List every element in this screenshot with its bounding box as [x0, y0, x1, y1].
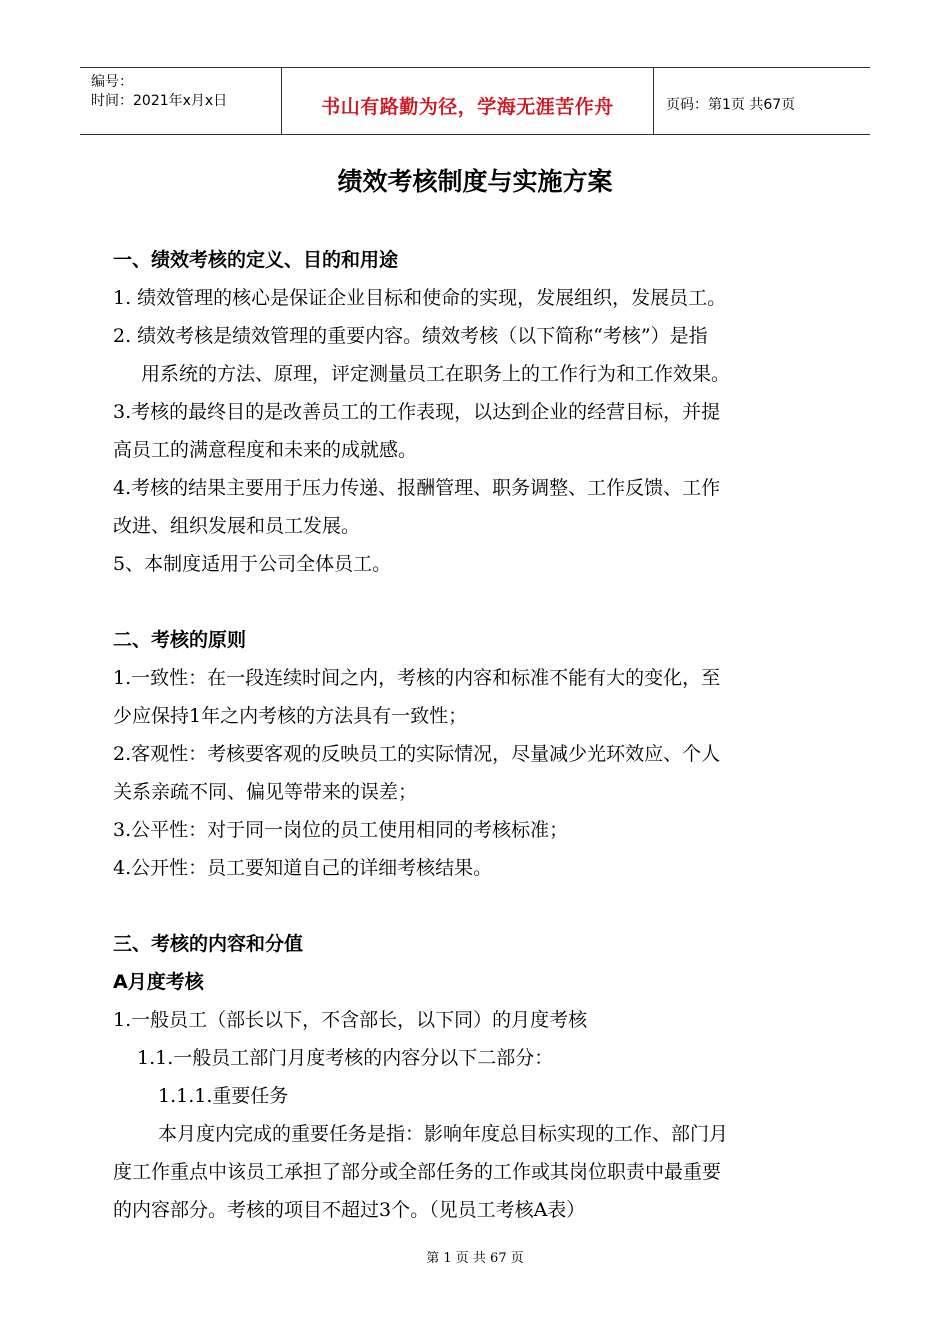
paragraph-line: 少应保持1年之内考核的方法具有一致性；: [113, 705, 468, 727]
section-heading-2: 二、考核的原则: [113, 629, 247, 651]
section-heading-3: 三、考核的内容和分值: [113, 933, 304, 955]
header-time: 时间：2021年x月x日: [91, 93, 228, 109]
header-motto-cell: [281, 68, 654, 134]
paragraph-line: 3.考核的最终目的是改善员工的工作表现，以达到企业的经营目标，并提: [113, 401, 721, 423]
paragraph-line: 1. 绩效管理的核心是保证企业目标和使命的实现，发展组织，发展员工。: [113, 287, 727, 309]
paragraph-line: 2. 绩效考核是绩效管理的重要内容。绩效考核（以下简称“考核”）是指: [113, 325, 708, 347]
page-header: [80, 67, 870, 135]
paragraph-line: 3.公平性：对于同一岗位的员工使用相同的考核标准；: [113, 819, 569, 841]
document-title: 绩效考核制度与实施方案: [337, 167, 613, 196]
paragraph-line: 的内容部分。考核的项目不超过3个。（见员工考核A表）: [113, 1199, 586, 1221]
header-page-cell: [654, 68, 870, 134]
header-number: 编号：: [91, 74, 133, 90]
header-meta-cell: [80, 68, 280, 134]
paragraph-line: 本月度内完成的重要任务是指：影响年度总目标实现的工作、部门月: [158, 1123, 729, 1145]
header-motto: 书山有路勤为径，学海无涯苦作舟: [321, 96, 614, 118]
paragraph-line: 1.1.一般员工部门月度考核的内容分以下二部分：: [137, 1047, 554, 1069]
paragraph-line: 4.公开性：员工要知道自己的详细考核结果。: [113, 857, 493, 879]
paragraph-line: 度工作重点中该员工承担了部分或全部任务的工作或其岗位职责中最重要: [113, 1161, 722, 1183]
paragraph-line: 1.一般员工（部长以下，不含部长，以下同）的月度考核: [113, 1009, 588, 1031]
paragraph-line: 关系亲疏不同、偏见等带来的误差；: [113, 781, 418, 803]
paragraph-line: 5、本制度适用于公司全体员工。: [113, 553, 392, 575]
paragraph-line: 用系统的方法、原理，评定测量员工在职务上的工作行为和工作效果。: [141, 363, 731, 385]
paragraph-line: 高员工的满意程度和未来的成就感。: [113, 439, 418, 461]
page-footer: 第 1 页 共 67 页: [426, 1251, 524, 1266]
paragraph-line: 改进、组织发展和员工发展。: [113, 515, 361, 537]
paragraph-line: 2.客观性：考核要客观的反映员工的实际情况，尽量减少光环效应、个人: [113, 743, 721, 765]
paragraph-line: 1.一致性：在一段连续时间之内，考核的内容和标准不能有大的变化，至: [113, 667, 721, 689]
paragraph-line: 4.考核的结果主要用于压力传递、报酬管理、职务调整、工作反馈、工作: [113, 477, 721, 499]
paragraph-line: 1.1.1.重要任务: [158, 1085, 289, 1107]
header-page-info: 页码：第1页 共67页: [666, 97, 796, 113]
subsection-heading: A月度考核: [113, 971, 204, 993]
section-heading-1: 一、绩效考核的定义、目的和用途: [113, 249, 399, 271]
